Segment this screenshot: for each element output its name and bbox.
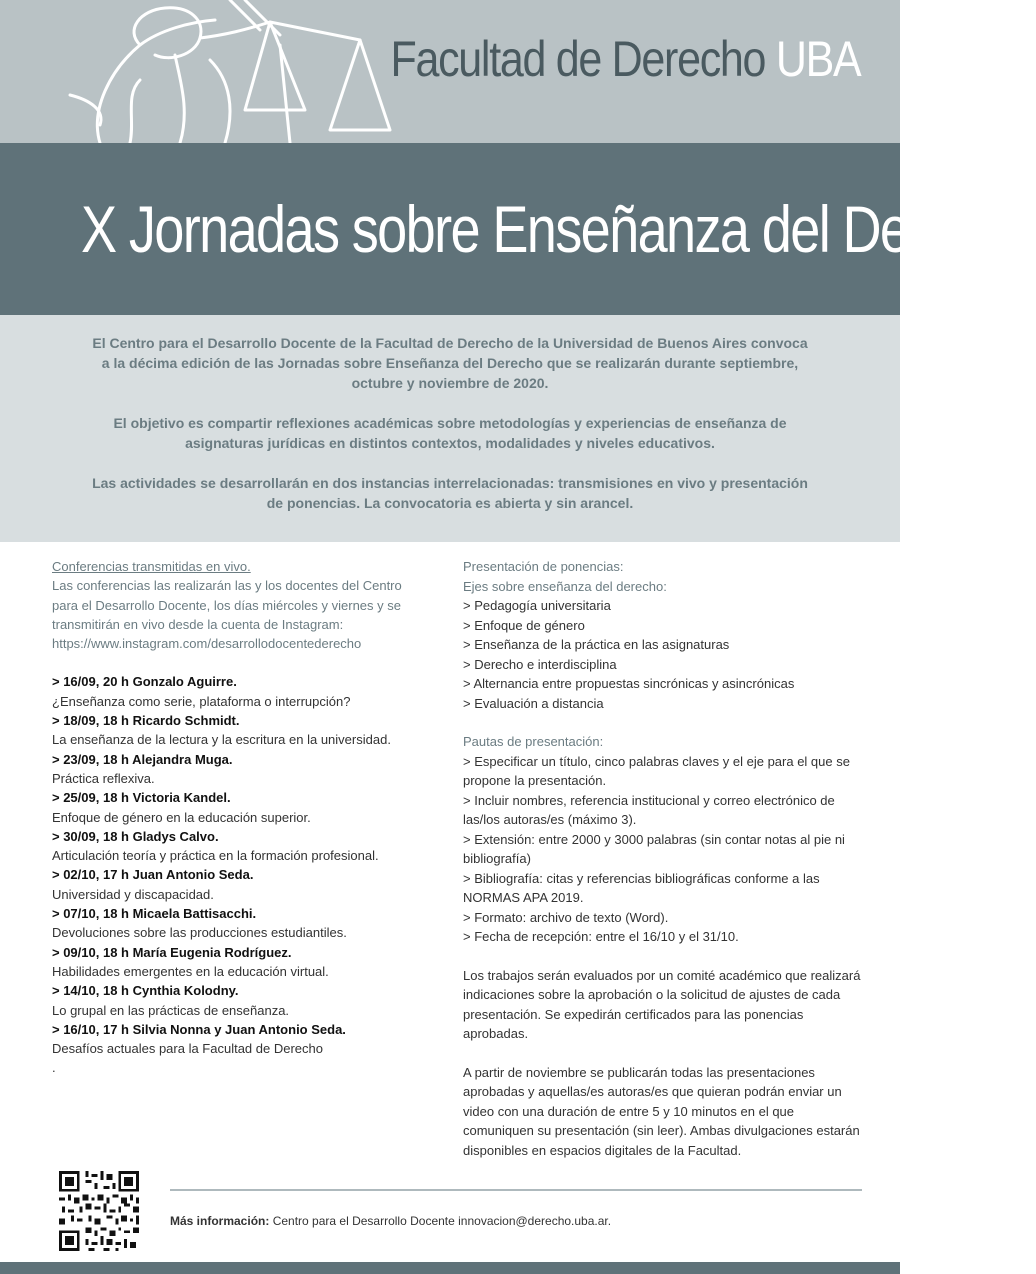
axes-title: Ejes sobre enseñanza del derecho: [463,578,667,594]
justice-statue-illustration [30,0,410,143]
bottom-band [0,1262,900,1274]
axis-item: > Derecho e interdisciplina [463,656,617,672]
guideline-item: > Formato: archivo de texto (Word). [463,909,669,925]
header-band [0,0,900,143]
event-head: > 02/10, 17 h Juan Antonio Seda. [52,867,254,883]
papers-title: Presentación de ponencias: [463,559,624,574]
event-head: > 23/09, 18 h Alejandra Muga. [52,751,233,767]
evaluation-paragraph: Los trabajos serán evaluados por un comité académico que realizará indicaciones sobre la aprobación o la solicitud de ajustes de cada presentación. Se expedirán certificados para las ponencias aprobadas. [463,967,861,1041]
event-head: > 16/09, 20 h Gonzalo Aguirre. [52,674,237,690]
instagram-link[interactable]: https://www.instagram.com/desarrollodocentederecho [52,636,362,652]
event-topic: Articulación teoría y práctica en la formación profesional. [52,848,379,864]
conferences-description: Las conferencias las realizarán las y los docentes del Centro para el Desarrollo Docente, los días miércoles y viernes y se transmitirán en vivo desde la cuenta de Instagram: [52,578,402,632]
guideline-item: > Extensión: entre 2000 y 3000 palabras (sin contar notas al pie ni bibliografía) [463,831,845,866]
event-head: > 09/10, 18 h María Eugenia Rodríguez. [52,944,292,960]
guideline-item: > Incluir nombres, referencia institucional y correo electrónico de las/los autoras/es (máximo 3). [463,792,835,827]
event-topic: Universidad y discapacidad. [52,886,214,902]
event-head: > 30/09, 18 h Gladys Calvo. [52,828,219,844]
event-topic: La enseñanza de la lectura y la escritura en la universidad. [52,732,391,748]
qr-code-icon[interactable] [56,1168,142,1254]
title-band [0,143,1036,315]
event-topic: Devoluciones sobre las producciones estudiantiles. [52,925,347,941]
footer-divider [170,1189,862,1191]
brand-logo [390,30,860,88]
axis-item: > Evaluación a distancia [463,695,604,711]
guidelines-title: Pautas de presentación: [463,734,604,749]
event-topic: Enfoque de género en la educación superior. [52,809,311,825]
papers-column [463,557,868,1160]
event-head: > 07/10, 18 h Micaela Battisacchi. [52,906,257,922]
guideline-item: > Especificar un título, cinco palabras claves y el eje para el que se propone la presentación. [463,753,850,788]
event-topic: Lo grupal en las prácticas de enseñanza. [52,1002,290,1018]
axis-item: > Pedagogía universitaria [463,598,611,613]
event-head: > 14/10, 18 h Cynthia Kolodny. [52,983,239,999]
guideline-item: > Fecha de recepción: entre el 16/10 y el 31/10. [463,929,739,944]
trailing-dot: . [52,1060,56,1076]
event-head: > 25/09, 18 h Victoria Kandel. [52,790,231,806]
event-head: > 16/10, 17 h Silvia Nonna y Juan Antonio Seda. [52,1021,346,1037]
brand-name: Facultad de Derecho [390,31,765,87]
intro-section [0,315,900,542]
footer-info [170,1214,611,1228]
publication-paragraph: A partir de noviembre se publicarán todas las presentaciones aprobadas y aquellas/es autoras/es que quieran podrán enviar un video con una duración de entre 5 y 10 minutos en el que comuniquen su presentación (sin leer). Ambas divulgaciones estarán disponibles en espacios digitales de la Facultad. [463,1064,860,1158]
axis-item: > Alternancia entre propuestas sincrónicas y asincrónicas [463,676,795,691]
event-topic: ¿Enseñanza como serie, plataforma o interrupción? [52,693,351,709]
guideline-item: > Bibliografía: citas y referencias bibliográficas conforme a las NORMAS APA 2019. [463,870,820,905]
intro-paragraph: El objetivo es compartir reflexiones académicas sobre metodologías y experiencias de enseñanza de asignaturas jurídicas en distintos contextos, modalidades y niveles educativos. [113,415,787,451]
event-topic: Habilidades emergentes en la educación virtual. [52,963,329,979]
axis-item: > Enseñanza de la práctica en las asignaturas [463,637,730,652]
axis-item: > Enfoque de género [463,617,585,633]
event-topic: Práctica reflexiva. [52,770,155,786]
conferences-title: Conferencias transmitidas en vivo. [52,559,251,574]
event-head: > 18/09, 18 h Ricardo Schmidt. [52,713,240,729]
page-title: X Jornadas sobre Enseñanza del Derecho [81,192,1036,266]
intro-paragraph: Las actividades se desarrollarán en dos instancias interrelacionadas: transmisiones en vivo y presentación de ponencias. La convocatoria es abierta y sin arancel. [92,475,808,511]
footer-label: Más información: [170,1214,270,1228]
brand-uba: UBA [775,31,860,87]
intro-paragraph: El Centro para el Desarrollo Docente de la Facultad de Derecho de la Universidad de Buenos Aires convoca a la décima edición de las Jornadas sobre Enseñanza del Derecho que se realizarán durante septiembre, octubre y noviembre de 2020. [92,335,808,391]
conferences-column [52,557,412,1078]
event-topic: Desafíos actuales para la Facultad de Derecho [52,1041,323,1057]
footer-contact: Centro para el Desarrollo Docente innovacion@derecho.uba.ar. [272,1214,612,1228]
